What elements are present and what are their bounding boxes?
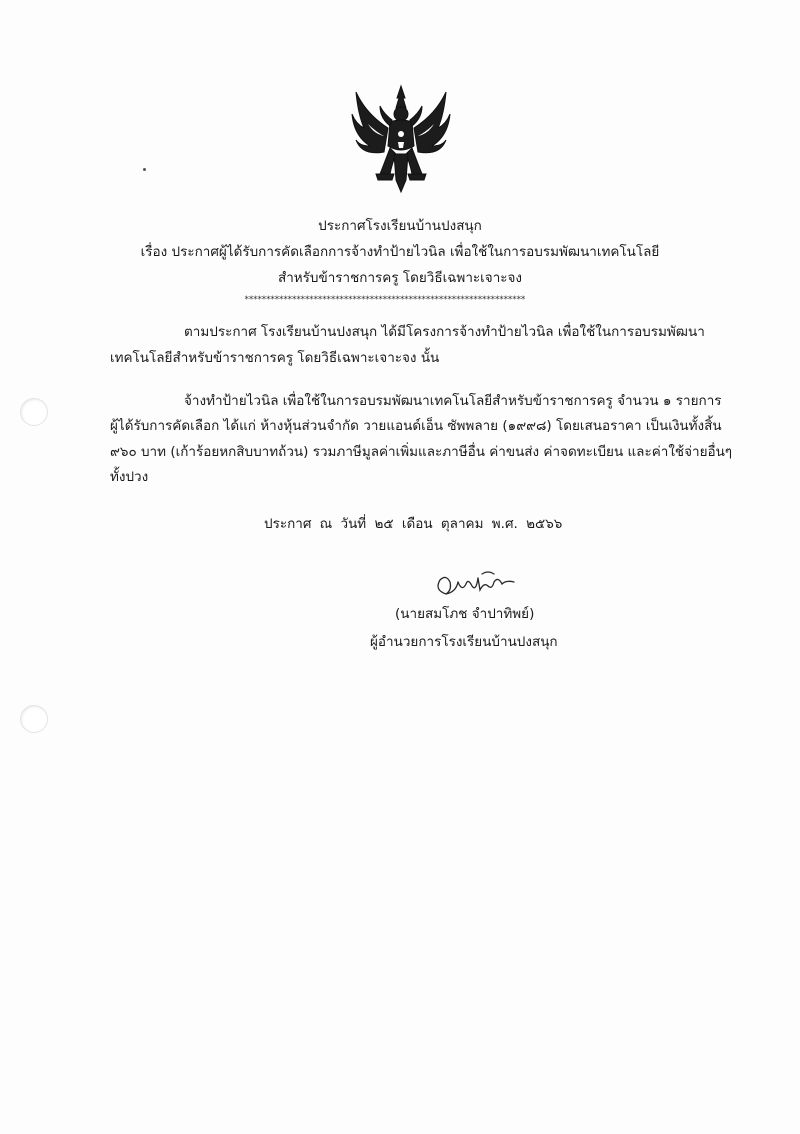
handwritten-signature — [432, 568, 524, 600]
punch-hole — [20, 705, 48, 733]
separator-line: ***************************************************************** — [244, 295, 525, 305]
speck — [143, 168, 146, 171]
paragraph-1-line-1: ตามประกาศ โรงเรียนบ้านปงสนุก ได้มีโครงการจ้างทำป้ายไวนิล เพื่อใช้ในการอบรมพัฒนา — [184, 324, 705, 340]
paragraph-2-line-3: ๙๖๐ บาท (เก้าร้อยหกสิบบาทถ้วน) รวมภาษีมูลค่าเพิ่มและภาษีอื่น ค่าขนส่ง ค่าจดทะเบียน และค่าใช้จ่ายอื่นๆ — [110, 444, 733, 460]
paragraph-2-line-2: ผู้ได้รับการคัดเลือก ได้แก่ ห้างหุ้นส่วนจำกัด วายแอนด์เอ็น ซัพพลาย (๑๙๙๘) โดยเสนอราคา เป็นเงินทั้งสิ้น — [110, 418, 722, 434]
paragraph-1-line-2: เทคโนโลยีสำหรับข้าราชการครู โดยวิธีเฉพาะเจาะจง นั้น — [110, 350, 440, 366]
paragraph-2-line-1: จ้างทำป้ายไวนิล เพื่อใช้ในการอบรมพัฒนาเทคโนโลยีสำหรับข้าราชการครู จำนวน ๑ รายการ — [184, 393, 722, 409]
garuda-emblem-icon — [350, 84, 452, 194]
announcement-subject: เรื่อง ประกาศผู้ได้รับการคัดเลือกการจ้างทำป้ายไวนิล เพื่อใช้ในการอบรมพัฒนาเทคโนโลยี — [140, 244, 660, 260]
paragraph-2-line-4: ทั้งปวง — [110, 469, 149, 485]
announcement-subject-continued: สำหรับข้าราชการครู โดยวิธีเฉพาะเจาะจง — [277, 270, 523, 286]
signer-position: ผู้อำนวยการโรงเรียนบ้านปงสนุก — [370, 634, 558, 650]
signer-name: (นายสมโภช จำปาทิพย์) — [395, 606, 535, 622]
announcement-heading: ประกาศโรงเรียนบ้านปงสนุก — [318, 218, 482, 234]
announcement-date: ประกาศ ณ วันที่ ๒๕ เดือน ตุลาคม พ.ศ. ๒๕๖๖ — [264, 516, 563, 532]
punch-hole — [20, 398, 48, 426]
